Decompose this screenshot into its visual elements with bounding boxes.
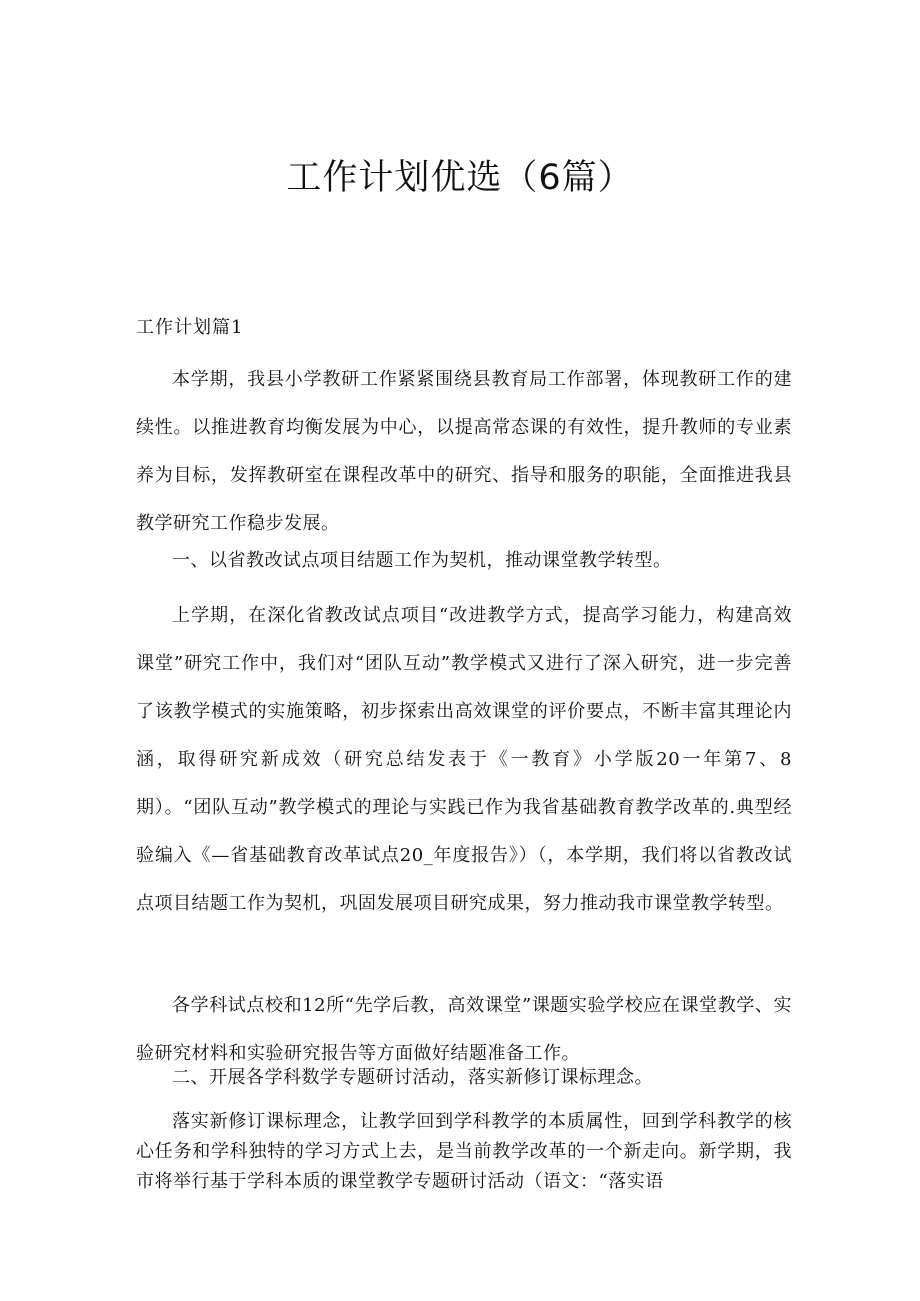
paragraph-curriculum: 落实新修订课标理念，让教学回到学科教学的本质属性，回到学科教学的核心任务和学科独特的学习方式上去，是当前教学改革的一个新走向。新学期，我市将举行基于学科本质的课堂教学专题研讨活动（语文：“落实语 [136,1111,792,1192]
document-title: 工作计划优选（6篇） [286,158,634,198]
paragraph-heading-two: 二、开展各学科数学专题研讨活动，落实新修订课标理念。 [172,1067,653,1088]
paragraph-intro: 本学期，我县小学教研工作紧紧围绕县教育局工作部署，体现教研工作的建续性。以推进教育均衡发展为中心，以提高常态课的有效性，提升教师的专业素养为目标，发挥教研室在课程改革中的研究、指导和服务的职能，全面推进我县教学研究工作稳步发展。 [136,369,792,534]
section-heading: 工作计划篇1 [136,317,244,338]
paragraph-heading-one: 一、以省教改试点项目结题工作为契机，推动课堂教学转型。 [172,550,672,571]
paragraph-pilot-schools: 各学科试点校和12所“先学后教，高效课堂”课题实验学校应在课堂教学、实验研究材料和实验研究报告等方面做好结题准备工作。 [136,995,792,1064]
paragraph-last-semester: 上学期，在深化省教改试点项目“改进教学方式，提高学习能力，构建高效课堂”研究工作中，我们对“团队互动”教学模式又进行了深入研究，进一步完善了该教学模式的实施策略，初步探索出高效课堂的评价要点，不断丰富其理论内涵，取得研究新成效（研究总结发表于《一教育》小学版20一年第7、8期）。“团队互动”教学模式的理论与实践已作为我省基础教育教学改革的.典型经验编入《—省基础教育改革试点20_年度报告》）（，本学期，我们将以省教改试点项目结题工作为契机，巩固发展项目研究成果，努力推动我市课堂教学转型。 [136,605,792,914]
